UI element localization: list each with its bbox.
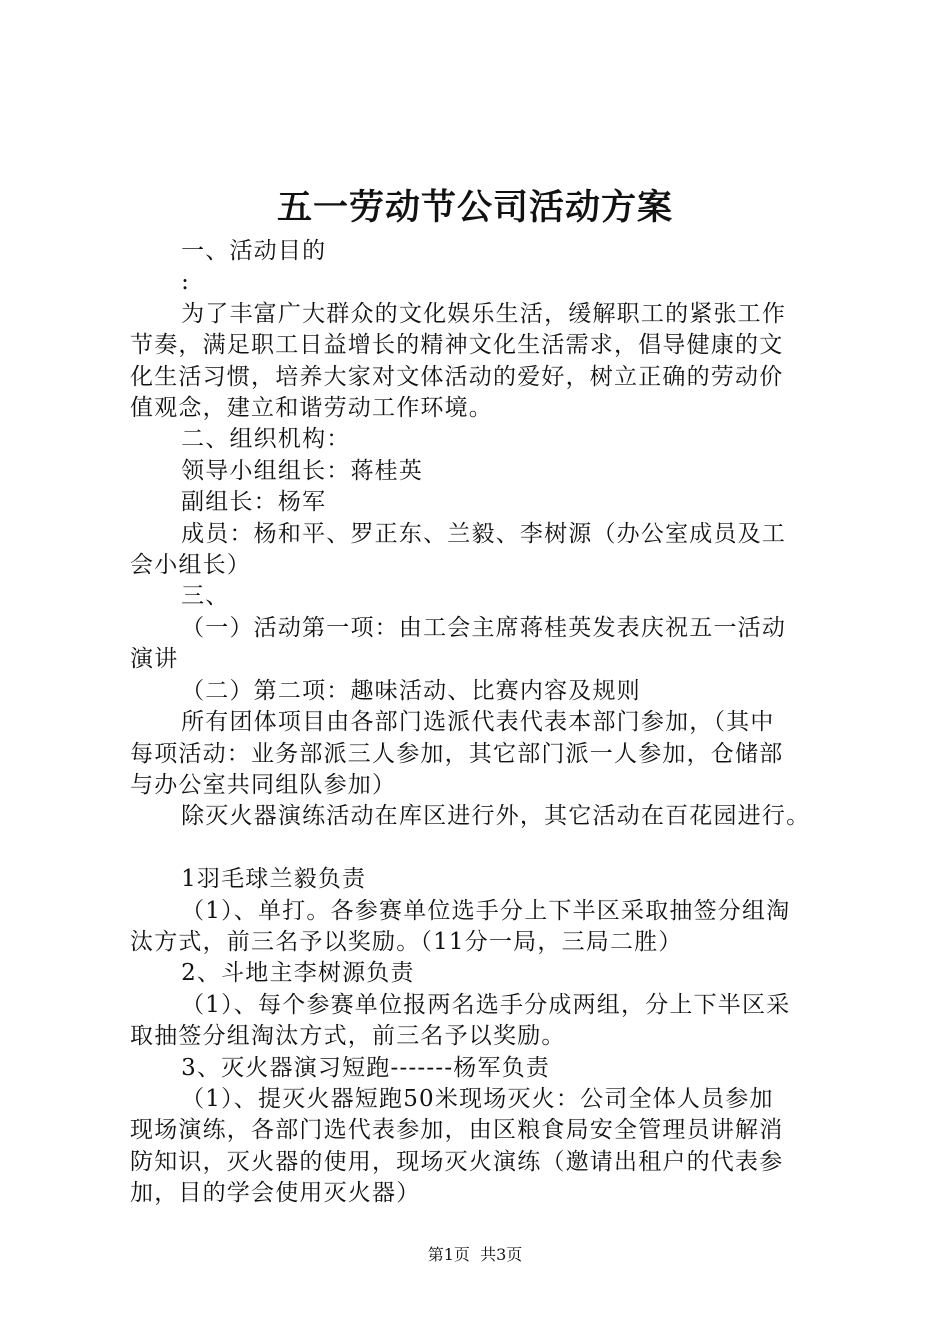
text-line: 三、 <box>130 583 230 610</box>
text-line: 二、组织机构： <box>130 426 351 453</box>
text-line: 一、活动目的 <box>130 238 327 264</box>
text-line: 会小组长） <box>130 552 251 579</box>
text-line: 演讲 <box>130 646 179 673</box>
text-line: 为了丰富广大群众的文化娱乐生活，缓解职工的紧张工作 <box>130 300 787 327</box>
document-title: 五一劳动节公司活动方案 <box>276 187 673 228</box>
text-line: （1）、提灭火器短跑50米现场灭火：公司全体人员参加 <box>130 1085 774 1112</box>
text-line: （1）、每个参赛单位报两名选手分成两组，分上下半区采 <box>130 991 791 1018</box>
text-line: 取抽签分组淘汰方式，前三名予以奖励。 <box>130 1023 566 1050</box>
text-line: 现场演练，各部门选代表参加，由区粮食局安全管理员讲解消 <box>130 1117 784 1144</box>
text-line: 汰方式，前三名予以奖励。（11分一局，三局二胜） <box>130 928 683 955</box>
text-line: 成员：杨和平、罗正东、兰毅、李树源（办公室成员及工 <box>130 520 787 547</box>
text-line: 与办公室共同组队参加） <box>130 771 397 798</box>
text-line: （二）第二项：趣味活动、比赛内容及规则 <box>130 677 641 704</box>
text-line: 所有团体项目由各部门选派代表代表本部门参加，（其中 <box>130 709 775 736</box>
text-line: 节奏，满足职工日益增长的精神文化生活需求，倡导健康的文 <box>130 332 784 359</box>
page-number-footer: 第1页 共3页 <box>427 1245 523 1264</box>
text-line: 加，目的学会使用灭火器） <box>130 1180 421 1207</box>
blank-line <box>130 833 830 864</box>
document-body <box>130 236 830 1210</box>
text-line: 化生活习惯，培养大家对文体活动的爱好，树立正确的劳动价 <box>130 363 784 390</box>
text-line: 领导小组组长：蒋桂英 <box>130 457 424 484</box>
text-line: 每项活动：业务部派三人参加，其它部门派一人参加，仓储部 <box>130 740 784 767</box>
text-line: 值观念，建立和谐劳动工作环境。 <box>130 395 493 422</box>
text-line: 除灭火器演练活动在库区进行外，其它活动在百花园进行。 <box>130 803 811 830</box>
text-line: 副组长：杨军 <box>130 489 327 516</box>
text-line: 3、灭火器演习短跑-------杨军负责 <box>130 1054 551 1081</box>
text-line: （一）活动第一项：由工会主席蒋桂英发表庆祝五一活动 <box>130 614 787 641</box>
text-line: 防知识，灭火器的使用，现场灭火演练（邀请出租户的代表参 <box>130 1148 784 1175</box>
text-line: （1）、单打。各参赛单位选手分上下半区采取抽签分组淘 <box>130 897 791 924</box>
text-line: 1羽毛球兰毅负责 <box>130 866 367 893</box>
text-line: 2、斗地主李树源负责 <box>130 960 415 987</box>
text-line: : <box>130 269 191 296</box>
